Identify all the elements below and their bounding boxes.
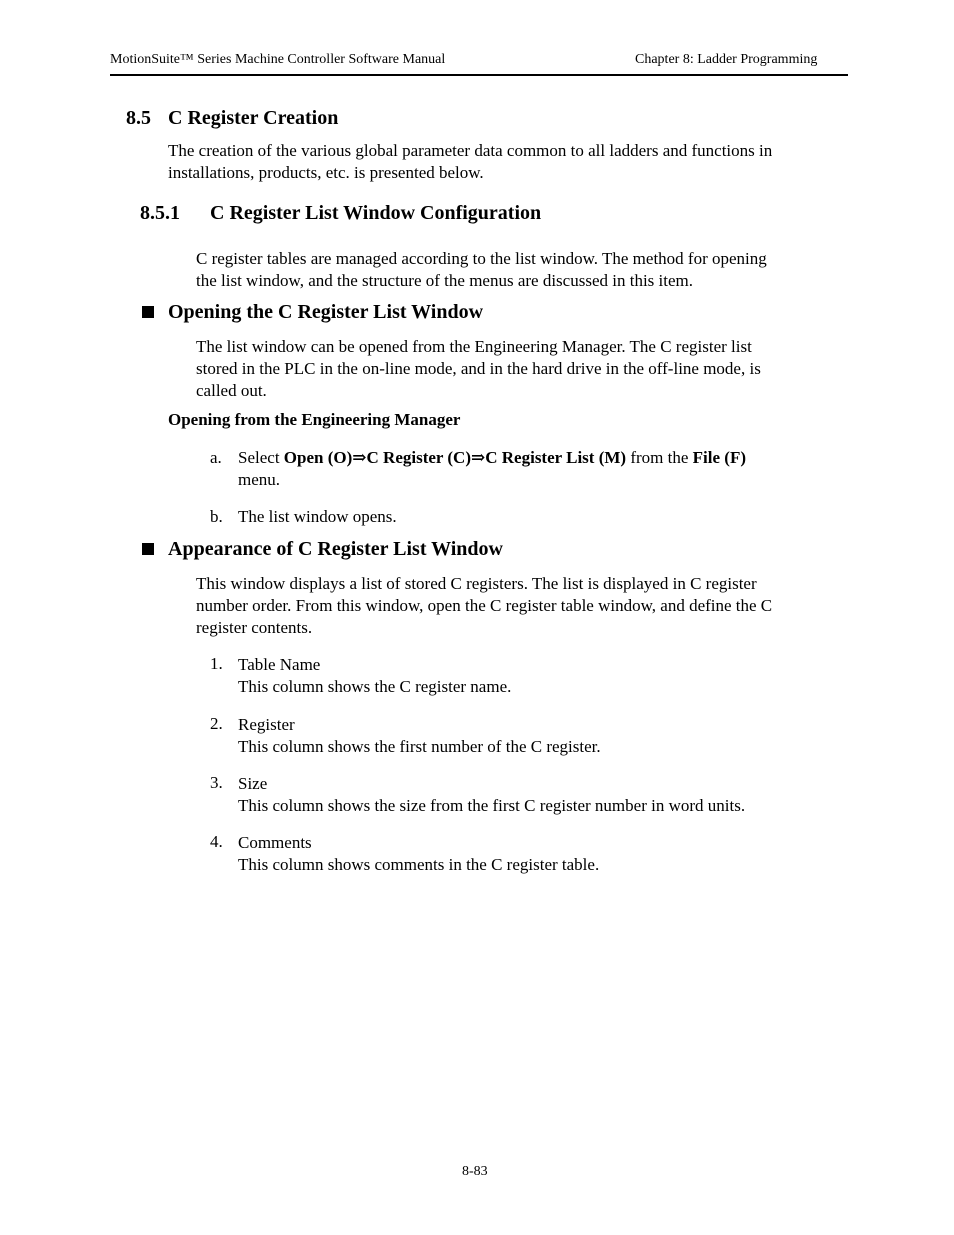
step-a-marker: a. [210,448,222,467]
section-8-5-1-title: C Register List Window Configuration [210,202,542,224]
section-8-5-1-text-line2: the list window, and the structure of the menus are discussed in this item. [196,271,693,290]
step-a-menu-path: Open (O)⇒C Register (C)⇒C Register List (M) [283,448,627,467]
section-8-5-1-text-line1: C register tables are managed according to the list window. The method for opening [196,249,767,268]
running-header-title: MotionSuite™ Series Machine Controller Software Manual [110,52,446,67]
list-item-name: Table Name [238,655,321,674]
list-item-desc: This column shows the C register name. [238,677,512,696]
bullet-square-icon [142,306,154,318]
step-b-marker: b. [210,507,223,526]
section-8-5-text-line1: The creation of the various global parameter data common to all ladders and functions in [168,141,773,160]
bullet-square-icon [142,543,154,555]
list-item-desc: This column shows the size from the first C register number in word units. [238,796,746,815]
step-a-text-cont: menu. [238,470,281,489]
section-8-5-1-number: 8.5.1 [140,202,180,224]
appearance-heading: Appearance of C Register List Window [168,538,503,560]
list-item-name: Comments [238,833,312,852]
running-header-chapter: Chapter 8: Ladder Programming [635,52,818,67]
list-item-name: Register [238,715,295,734]
appearance-text-line1: This window displays a list of stored C registers. The list is displayed in C register [196,574,757,593]
page-number: 8-83 [462,1164,488,1179]
list-item-number: 4. [210,832,223,851]
step-a-select: Select [238,448,284,467]
opening-text-line2: stored in the PLC in the on-line mode, and in the hard drive in the off-line mode, is [196,359,761,378]
step-a-file-menu: File (F) [692,448,747,467]
opening-subheading: Opening from the Engineering Manager [168,410,461,429]
list-item-number: 1. [210,654,223,673]
step-a-text [238,447,746,469]
appearance-text-line3: register contents. [196,618,313,637]
list-item-number: 2. [210,714,223,733]
opening-text-line1: The list window can be opened from the Engineering Manager. The C register list [196,337,752,356]
section-8-5-text-line2: installations, products, etc. is presented below. [168,163,484,182]
list-item-number: 3. [210,773,223,792]
list-item-desc: This column shows comments in the C register table. [238,855,600,874]
opening-heading: Opening the C Register List Window [168,301,484,323]
list-item-name: Size [238,774,268,793]
step-a-from-the: from the [626,448,693,467]
section-8-5-number: 8.5 [126,107,151,129]
list-item-desc: This column shows the first number of the C register. [238,737,601,756]
opening-text-line3: called out. [196,381,267,400]
section-8-5-title: C Register Creation [168,107,339,129]
appearance-text-line2: number order. From this window, open the C register table window, and define the C [196,596,773,615]
step-b-text: The list window opens. [238,507,397,526]
header-rule [110,74,848,76]
